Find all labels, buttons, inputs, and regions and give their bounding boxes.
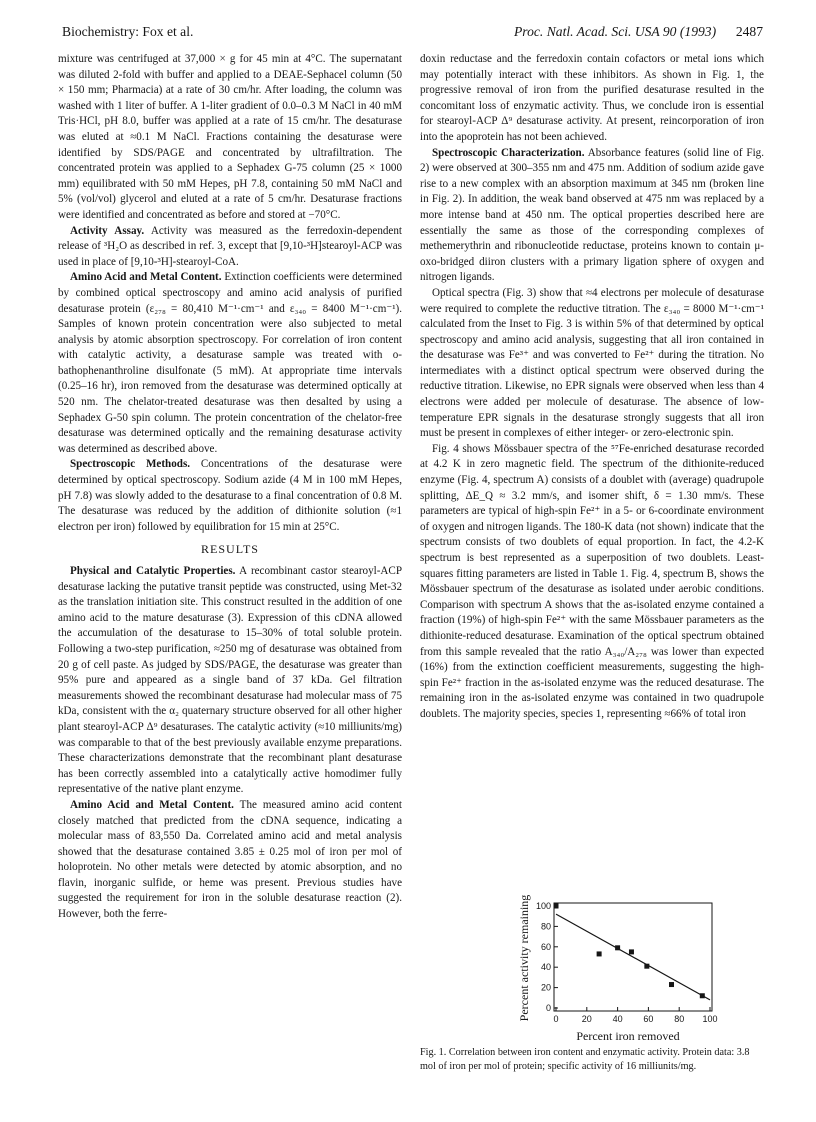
figure-caption: [420, 1046, 764, 1073]
paragraph: Fig. 4 shows Mössbauer spectra of the ⁵⁷Fe-enriched desaturase recorded at 4.2 K in zero magnetic field. The spectrum of the dithionite-reduced enzyme (Fig. 4, spectrum A) consists of a doublet with (average) quadrupole splitting, ΔE_Q ≈ 3.2 mm/s, and isomer shift, δ = 1.30 mm/s. These parameters are typical of high-spin Fe²⁺ in a 5- or 6-coordinate environment of oxygen and nitrogen ligands. The 180-K data (not shown) indicate that the spectrum consists of two doublets of equal proportion. In fact, the 4.2-K spectrum is best represented as a superposition of two doublets. Least-squares fitting parameters are listed in Table 1. Fig. 4, spectrum B, shows the Mössbauer spectrum of the desaturase as isolated under aerobic conditions. Comparison with spectrum A shows that the as-isolated enzyme contained a fraction (19%) of high-spin Fe²⁺ with the same Mössbauer parameters as the dithionite-reduced desaturase. Examination of the optical spectrum obtained from this sample revealed that the ratio A₃₄₀/A₂₇₈ was lower than expected (16%) from the extinction coefficient measurements, suggesting the high-spin Fe²⁺ fraction in the as-isolated enzyme was the reduced desaturase. The remaining iron in the as-isolated enzyme was contained in two quadrupole doublets. The majority species, species 1, representing ≈66% of total iron: [420, 442, 764, 720]
figure-1: [456, 894, 776, 1050]
data-point: [629, 949, 634, 954]
paragraph: [420, 146, 764, 286]
y-tick-label: 0: [545, 1003, 551, 1013]
run-in-heading: Amino Acid and Metal Content.: [70, 271, 222, 284]
scatter-chart: [456, 894, 776, 1050]
paragraph: mixture was centrifuged at 37,000 × g for 45 min at 4°C. The supernatant was diluted 2-fold with buffer and applied to a DEAE-Sephacel column (50 × 150 mm; Pharmacia) at a rate of 30 cm/hr. After loading, the column was washed with 1 liter of buffer. A 1-liter gradient of 0.0–0.3 M NaCl in 40 mM Tris·HCl, pH 8.0, buffer was applied at a rate of 15 cm/hr. The desaturase was eluted at ≈0.1 M NaCl. Fractions containing the desaturase were identified by SDS/PAGE and concentrated by ultrafiltration. The concentrated protein was applied to a Sephadex G-75 column (25 × 1000 mm) equilibrated with 50 mM Hepes, pH 7.8, containing 50 mM NaCl and 5% (vol/vol) glycerol and eluted at a rate of 5 cm/hr. Desaturase fractions were identified and concentrated as before and stored at −70°C.: [58, 53, 402, 221]
paragraph-text: Absorbance features (solid line of Fig. 2) were observed at 300–355 nm and 475 nm. Addition of sodium azide gave rise to a new complex with an absorption maximum at 345 nm (broken line in Fig. 2). In addition, the weak band observed at 475 nm was replaced by a more intense band at 450 nm. The optical properties described here are essentially the same as those of the corresponding complexes of methemerythrin and ribonucleotide reductase, proteins known to contain μ-oxo-bridged diiron clusters with a primary ligation sphere of oxygen and nitrogen ligands.: [420, 146, 765, 284]
run-in-heading: Spectroscopic Methods.: [70, 458, 191, 471]
x-axis-label: Percent iron removed: [576, 1029, 680, 1043]
journal-citation: Proc. Natl. Acad. Sci. USA 90 (1993): [514, 24, 717, 39]
x-tick-label: 60: [643, 1014, 654, 1024]
page-number: 2487: [735, 24, 763, 39]
paragraph: doxin reductase and the ferredoxin contain cofactors or metal ions which may potentially interact with these inhibitors. As shown in Fig. 1, the progressive removal of iron from the purified desaturase resulted in the concomitant loss of enzymatic activity. Thus, we conclude iron is essential for stearoyl-ACP Δ⁹ desaturase activity. At present, reincorporation of iron into the apoprotein has not been achieved.: [420, 53, 764, 143]
run-in-heading: Amino Acid and Metal Content.: [70, 798, 234, 811]
data-point: [700, 993, 705, 998]
data-point: [644, 964, 649, 969]
data-point: [554, 904, 559, 909]
y-tick-label: 60: [540, 941, 551, 952]
left-column: [58, 52, 402, 923]
y-tick-label: 80: [540, 921, 551, 932]
caption-text: Fig. 1. Correlation between iron content and enzymatic activity. Protein data: 3.8 mol of iron per mol of protein; specific activity of 16 milliunits/mg.: [420, 1047, 750, 1072]
paragraph-text: The measured amino acid content closely matched that predicted from the cDNA sequence, indicating a molecular mass of 83,550 Da. Correlated amino acid and metal analysis showed that the desaturase contained 3.85 ± 0.25 mol of iron per mol of holoprotein. No other metals were detected by atomic absorption, and no flavin, inorganic sulfide, or heme was present. Previous studies have suggested the requirement for iron in the soluble desaturase reaction (2). However, both the ferre-: [58, 798, 402, 921]
paragraph: [58, 798, 402, 923]
run-in-heading: Activity Assay.: [70, 224, 145, 237]
y-tick-label: 20: [540, 982, 551, 993]
run-in-heading: Physical and Catalytic Properties.: [70, 565, 236, 577]
y-axis-label: Percent activity remaining: [517, 894, 531, 1022]
paragraph: [58, 457, 402, 535]
x-tick-label: 0: [553, 1014, 559, 1024]
regression-line: [556, 914, 710, 1000]
paragraph: Optical spectra (Fig. 3) show that ≈4 electrons per molecule of desaturase were required to complete the reductive titration. The ε₃₄₀ = 8000 M⁻¹·cm⁻¹ calculated from the Inset to Fig. 3 is within 5% of that determined by optical spectroscopy and amino acid analysis, suggesting that all iron contained in the desaturase was Fe³⁺ and was converted to Fe²⁺ during the titration. No intermediates with a distinct optical spectrum were observed during the reductive titration. Likewise, no EPR signals were observed when less than 4 electrons were added per molecule of desaturase. The absence of low-temperature EPR signals in the desaturase strongly suggests that all iron must be present in complexes of either integer- or zero-electronic spin.: [420, 286, 764, 440]
y-tick-label: 40: [540, 962, 551, 973]
running-head-text: Biochemistry: Fox et al.: [62, 24, 194, 39]
right-column: [420, 52, 764, 723]
paragraph: [58, 224, 402, 271]
run-in-heading: Spectroscopic Characterization.: [432, 146, 585, 159]
x-tick-label: 40: [612, 1014, 623, 1024]
x-tick-label: 80: [674, 1014, 685, 1024]
y-tick-label: 100: [535, 901, 551, 911]
paragraph: [58, 564, 402, 798]
x-tick-label: 20: [581, 1014, 592, 1024]
paragraph-text: A recombinant castor stearoyl-ACP desaturase lacking the putative transit peptide was constructed, using Met-32 as the translation initiation site. This construct resulted in the addition of one amino acid to the mature desaturase (3). Expression of this cDNA allowed the accumulation of the desaturase to 15–30% of total soluble protein. Following a two-step purification, ≈250 mg of desaturase was obtained from 20 g of cell paste. As judged by SDS/PAGE, the desaturase was greater than 95% pure and appeared as a single band of 37 kDa. Gel filtration measurements showed the recombinant desaturase had molecular mass of 75 kDa, consistent with the α₂ quaternary structure observed for all other higher plant stearoyl-ACP Δ⁹ desaturases. The catalytic activity (≈10 milliunits/mg) was comparable to that of the best previously available enzyme preparations. These characterizations demonstrate that the recombinant plant desaturase has been correctly assembled into a catalytically active homodimer fully representative of the native plant enzyme.: [58, 565, 402, 796]
paragraph: [58, 270, 402, 457]
data-point: [615, 945, 620, 950]
running-head-right: [514, 24, 763, 40]
data-point: [669, 982, 674, 987]
paragraph-text: Concentrations of the desaturase were determined by optical spectroscopy. Sodium azide (4 M in 100 mM Hepes, pH 7.8) was slowly added to the desaturase to a final concentration of 0.8 M. The desaturase was reduced by the addition of dithionite solution (≈1 electron per iron) followed by equilibration for 15 min at 25°C.: [58, 458, 402, 533]
paragraph-text: Extinction coefficients were determined by combined optical spectroscopy and amino acid analysis of purified desaturase protein (ε₂₇₈ = 80,410 M⁻¹·cm⁻¹ and ε₃₄₀ = 8400 M⁻¹·cm⁻¹). Samples of known protein concentration were also subjected to metal analysis by atomic absorption spectroscopy. For correlation of iron content with catalytic activity, a desaturase sample was treated with o-bathophenanthroline disulfonate (5 mM). At appropriate time intervals (0.25–16 hr), iron removed from the desaturase was determined optically at 520 nm. The chelator-treated desaturase was then desalted by using a Sephadex G-50 spin column. The protein concentration of the chelator-free desaturase was determined optically and the remaining desaturase activity was determined as described above.: [58, 271, 402, 455]
paragraph-text: Activity was measured as the ferredoxin-dependent release of ³H₂O as described in ref. 3, except that [9,10-³H]stearoyl-ACP was used in place of [9,10-³H]-stearoyl-CoA.: [58, 224, 402, 268]
running-head-left: [62, 24, 193, 40]
x-tick-label: 100: [702, 1014, 718, 1024]
section-title: RESULTS: [201, 542, 259, 557]
data-point: [597, 951, 602, 956]
